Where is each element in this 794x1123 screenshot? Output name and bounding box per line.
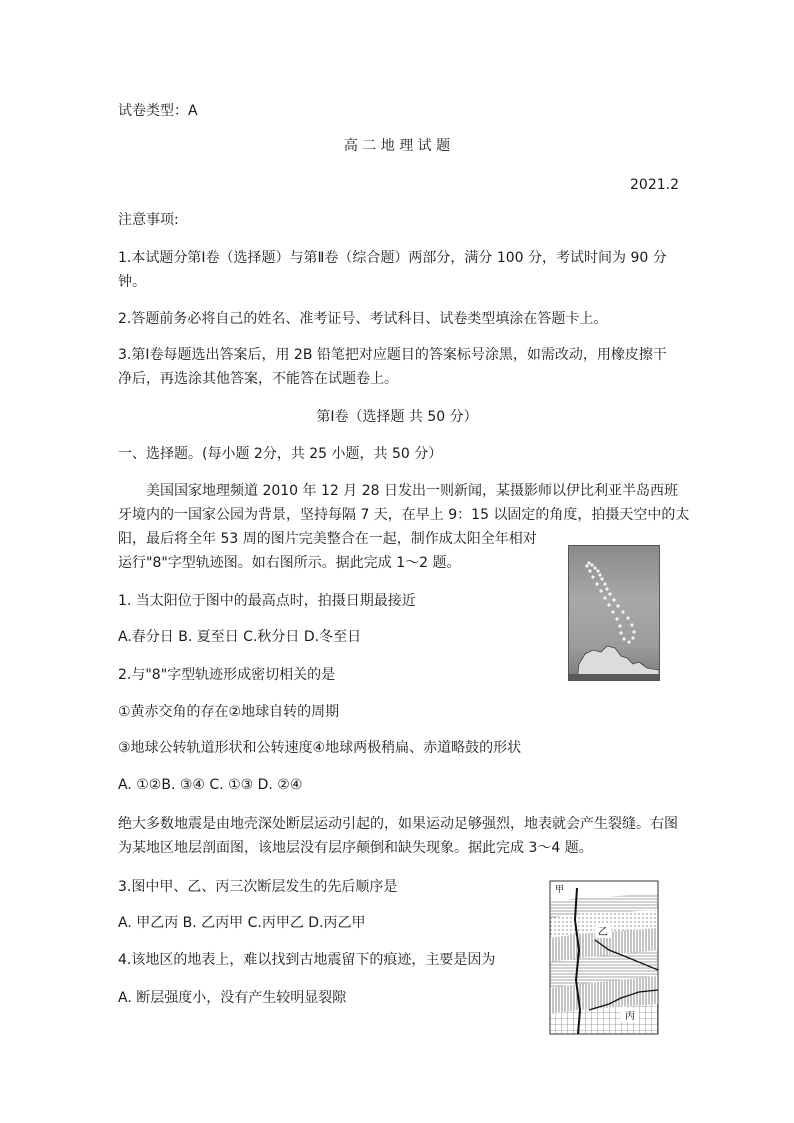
group1-intro-line3: 阳，最后将全年 53 周的图片完美整合在一起，制作成太阳全年相对 (118, 531, 537, 547)
notice-item-1: 1.本试题分第Ⅰ卷（选择题）与第Ⅱ卷（综合题）两部分，满分 100 分，考试时间为 90 分 (118, 250, 667, 266)
strata-section-diagram (549, 880, 659, 1035)
notice-heading: 注意事项: (118, 212, 179, 228)
label-jia: 甲 (555, 885, 565, 895)
notice-item-2: 2.答题前务必将自己的姓名、准考证号、考试科目、试卷类型填涂在答题卡上。 (118, 311, 608, 327)
question-2-options: A. ①②B. ③④ C. ①③ D. ②④ (118, 777, 303, 793)
question-3-options: A. 甲乙丙 B. 乙丙甲 C.丙甲乙 D.丙乙甲 (118, 915, 366, 931)
section-title: 第Ⅰ卷（选择题 共 50 分） (316, 409, 478, 425)
group1-intro-line1: 美国国家地理频道 2010 年 12 月 28 日发出一则新闻，某摄影师以伊比利亚半岛西班 (146, 483, 678, 499)
label-bing: 丙 (625, 1011, 635, 1022)
group2-intro-line2: 为某地区地层剖面图，该地层没有层序颠倒和缺失现象。据此完成 3～4 题。 (118, 840, 593, 856)
question-2-statement-2: ③地球公转轨道形状和公转速度④地球两极稍扁、赤道略鼓的形状 (118, 740, 522, 756)
notice-item-3-cont: 净后，再选涂其他答案，不能答在试题卷上。 (118, 371, 398, 387)
group1-intro-line4: 运行"8"字型轨迹图。如右图所示。据此完成 1～2 题。 (118, 555, 461, 571)
question-4-option-a: A. 断层强度小，没有产生较明显裂隙 (118, 990, 347, 1006)
question-4: 4.该地区的地表上，难以找到古地震留下的痕迹，主要是因为 (118, 952, 496, 968)
paper-type: 试卷类型：A (118, 103, 198, 119)
page-title: 高 二 地 理 试 题 (343, 138, 451, 154)
question-3: 3.图中甲、乙、丙三次断层发生的先后顺序是 (118, 879, 398, 895)
question-1: 1. 当太阳位于图中的最高点时，拍摄日期最接近 (118, 593, 416, 609)
exam-date: 2021.2 (630, 177, 679, 193)
group2-intro-line1: 绝大多数地震是由地壳深处断层运动引起的，如果运动足够强烈，地表就会产生裂缝。右图 (118, 816, 678, 832)
question-2-statement-1: ①黄赤交角的存在②地球自转的周期 (118, 704, 340, 720)
notice-item-1-cont: 钟。 (118, 274, 146, 290)
notice-item-3: 3.第Ⅰ卷每题选出答案后，用 2B 铅笔把对应题目的答案标号涂黑，如需改动，用橡皮擦干 (118, 347, 667, 363)
sun-trail (585, 561, 635, 643)
sun-analemma-photo (568, 545, 660, 681)
part-heading: 一、选择题。(每小题 2分，共 25 小题，共 50 分） (118, 446, 443, 462)
analemma-image (569, 546, 659, 680)
label-yi: 乙 (598, 927, 608, 938)
question-1-options: A.春分日 B. 夏至日 C.秋分日 D.冬至日 (118, 629, 362, 645)
ground (569, 674, 659, 680)
group1-intro-line2: 牙境内的一国家公园为背景，坚持每隔 7 天，在早上 9：15 以固定的角度，拍摄天空中的太 (118, 507, 690, 523)
strata-svg (549, 880, 659, 1035)
question-2: 2.与"8"字型轨迹形成密切相关的是 (118, 667, 336, 683)
